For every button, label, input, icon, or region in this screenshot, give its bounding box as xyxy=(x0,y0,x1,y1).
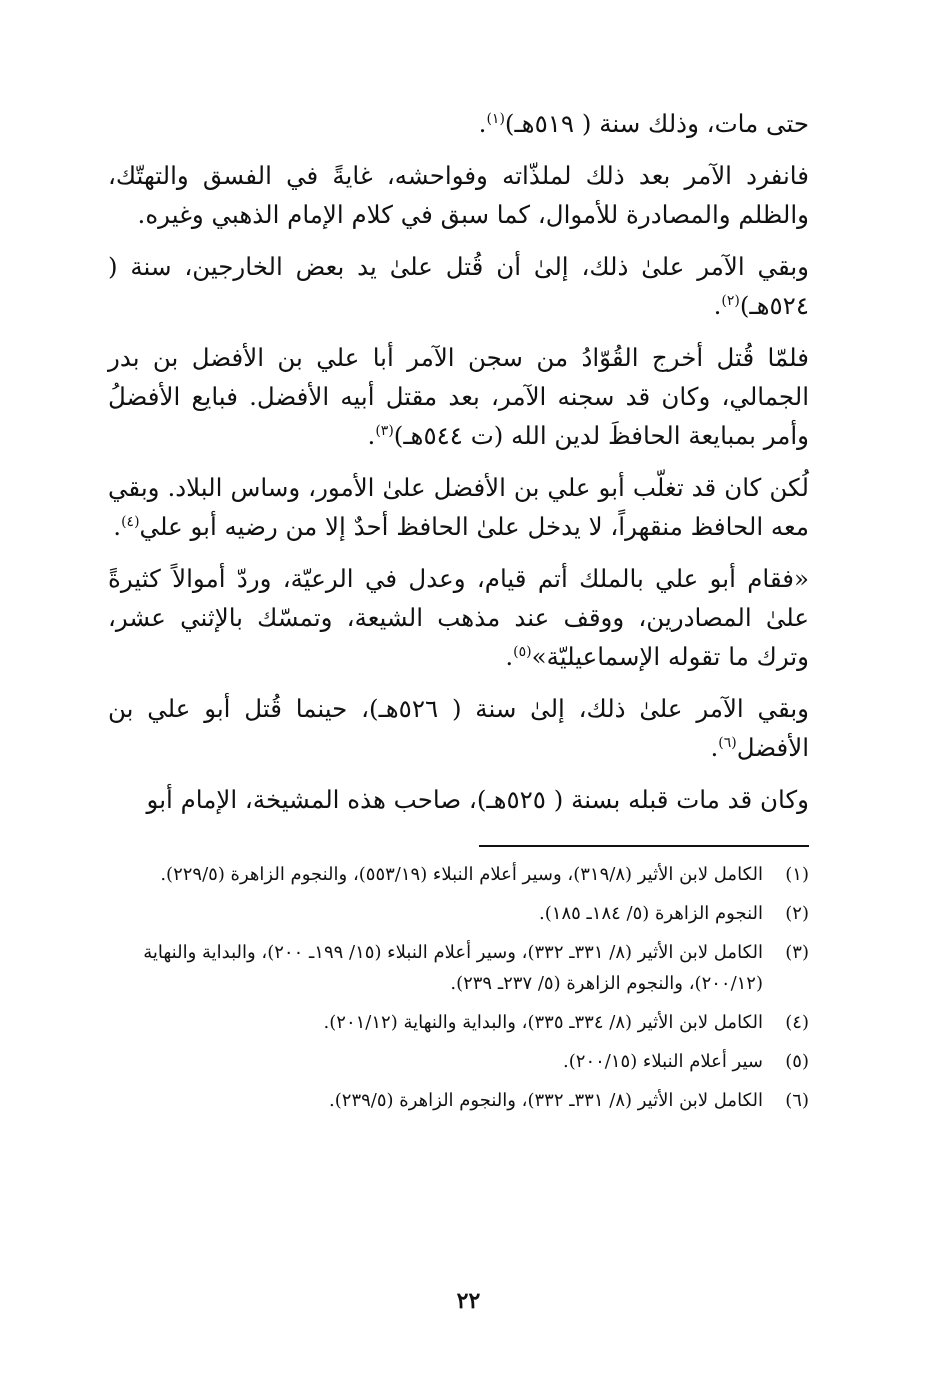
paragraph-6-text: «فقام أبو علي بالملك أتم قيام، وعدل في الرعيّة، وردّ أموالاً كثيرةً علىٰ المصادرين، ووقف عند مذهب الشيعة، وتمسّك بالإثني عشر، وترك ما تقوله الإسماعيليّة» xyxy=(108,564,809,671)
paragraph-2-text: فانفرد الآمر بعد ذلك لملذّاته وفواحشه، غايةً في الفسق والتهتّك، والظلم والمصادرة للأموال، كما سبق في كلام الإمام الذهبي وغيره. xyxy=(108,161,809,229)
footnote-number: (٢) xyxy=(785,903,809,924)
paragraph-1-text: حتى مات، وذلك سنة ( ٥١٩هـ) xyxy=(504,109,809,138)
footnote-text: الكامل لابن الأثير (٨/ ٣٣١ـ ٣٣٢)، وسير أعلام النبلاء (١٥/ ١٩٩ـ ٢٠٠)، والبداية والنهاية (٢٠٠/١٢)، والنجوم الزاهرة (٥/ ٢٣٧ـ ٢٣٩). xyxy=(143,942,763,994)
paragraph-8 xyxy=(108,780,809,819)
paragraph-5-tail: . xyxy=(113,512,122,541)
footnote-text: الكامل لابن الأثير (٨/ ٣٣١ـ ٣٣٢)، والنجوم الزاهرة (٢٣٩/٥). xyxy=(329,1090,763,1111)
paragraph-1 xyxy=(108,104,809,143)
footnote-2 xyxy=(108,898,809,929)
paragraph-6 xyxy=(108,559,809,676)
paragraph-4 xyxy=(108,338,809,455)
page-number: ٢٢ xyxy=(456,1288,481,1314)
footnote-ref-6: (٦) xyxy=(718,734,737,751)
paragraph-2 xyxy=(108,156,809,234)
footnote-3 xyxy=(108,937,809,999)
footnote-text: الكامل لابن الأثير (٨/ ٣٣٤ـ ٣٣٥)، والبداية والنهاية (٢٠١/١٢). xyxy=(323,1012,763,1033)
paragraph-7-text: وبقي الآمر علىٰ ذلك، إلىٰ سنة ( ٥٢٦هـ)، حينما قُتل أبو علي بن الأفضل xyxy=(108,694,809,762)
footnote-ref-3: (٣) xyxy=(375,422,394,439)
footnote-ref-4: (٤) xyxy=(121,513,140,530)
footnote-ref-2: (٢) xyxy=(721,292,740,309)
paragraph-7 xyxy=(108,689,809,767)
paragraph-3-tail: . xyxy=(713,291,722,320)
body-text xyxy=(108,104,809,819)
paragraph-8-text: وكان قد مات قبله بسنة ( ٥٢٥هـ)، صاحب هذه المشيخة، الإمام أبو xyxy=(146,785,809,814)
footnote-number: (٤) xyxy=(785,1012,809,1033)
footnote-6 xyxy=(108,1085,809,1116)
footnote-5 xyxy=(108,1046,809,1077)
footnote-ref-1: (١) xyxy=(486,110,505,127)
footnote-4 xyxy=(108,1007,809,1038)
paragraph-7-tail: . xyxy=(710,733,719,762)
paragraph-4-text: فلمّا قُتل أخرج القُوّادُ من سجن الآمر أبا علي بن الأفضل بن بدر الجمالي، وكان قد سجنه الآمر، بعد مقتل أبيه الأفضل. فبايع الأفضلُ وأمر بمبايعة الحافظَ لدين الله (ت ٥٤٤هـ) xyxy=(108,343,809,450)
footnotes xyxy=(108,859,809,1116)
footnote-1 xyxy=(108,859,809,890)
footnote-number: (٦) xyxy=(785,1090,809,1111)
paragraph-5-text: لُكن كان قد تغلّب أبو علي بن الأفضل علىٰ الأمور، وساس البلاد. وبقي معه الحافظ منقهراً، لا يدخل علىٰ الحافظ أحدٌ إلا من رضيه أبو علي xyxy=(108,473,809,541)
footnote-number: (٥) xyxy=(785,1051,809,1072)
paragraph-4-tail: . xyxy=(367,421,376,450)
footnote-number: (١) xyxy=(785,864,809,885)
footnote-text: الكامل لابن الأثير (٣١٩/٨)، وسير أعلام النبلاء (٥٥٣/١٩)، والنجوم الزاهرة (٢٢٩/٥). xyxy=(160,864,763,885)
footnote-text: النجوم الزاهرة (٥/ ١٨٤ـ ١٨٥). xyxy=(539,903,763,924)
footnote-ref-5: (٥) xyxy=(513,643,532,660)
footnote-text: سير أعلام النبلاء (٢٠٠/١٥). xyxy=(563,1051,763,1072)
paragraph-3-text: وبقي الآمر علىٰ ذلك، إلىٰ أن قُتل علىٰ يد بعض الخارجين، سنة ( ٥٢٤هـ) xyxy=(108,252,809,320)
paragraph-6-tail: . xyxy=(505,642,514,671)
paragraph-3 xyxy=(108,247,809,325)
footnote-separator-wrap xyxy=(108,845,809,847)
footnote-separator xyxy=(479,845,809,847)
paragraph-1-tail: . xyxy=(478,109,487,138)
paragraph-5 xyxy=(108,468,809,546)
footnote-number: (٣) xyxy=(785,942,809,963)
